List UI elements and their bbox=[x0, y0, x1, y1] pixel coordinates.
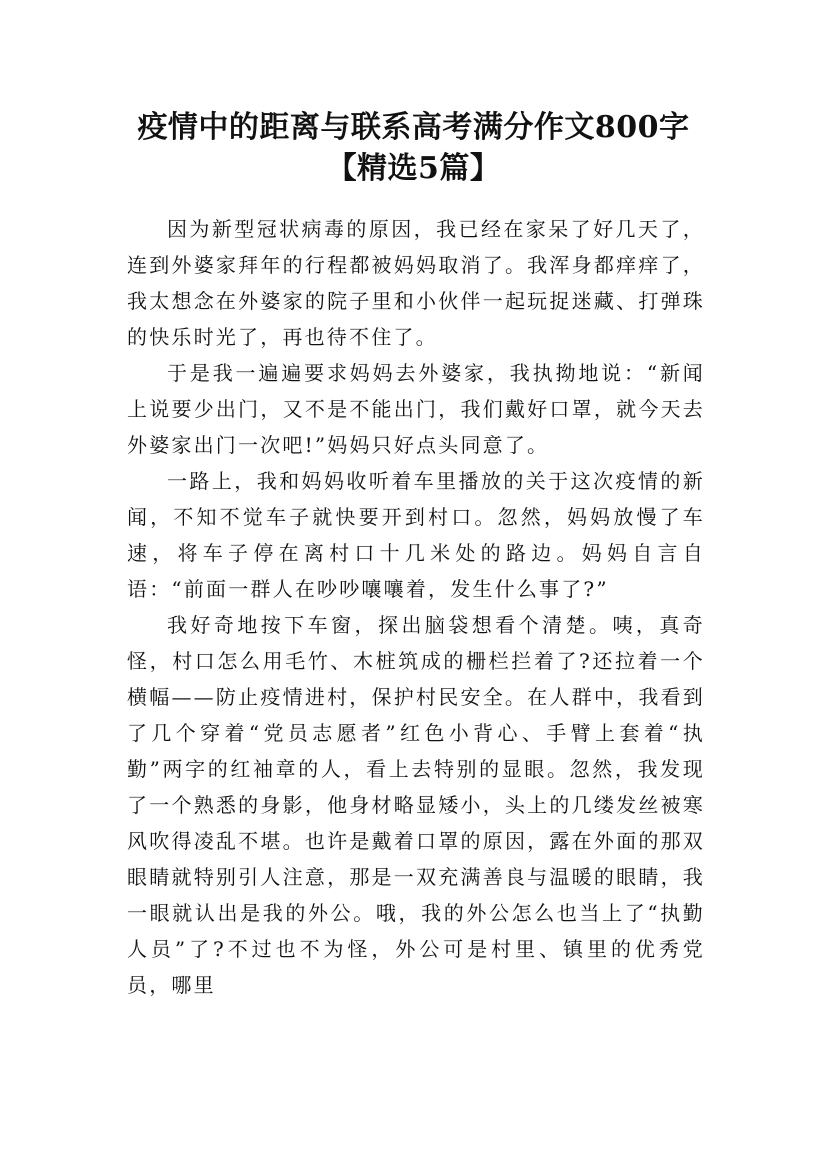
document-title-line-2: 【精选5篇】 bbox=[326, 151, 501, 186]
paragraph: 我好奇地按下车窗，探出脑袋想看个清楚。咦，真奇怪，村口怎么用毛竹、木桩筑成的栅栏拦着了?还拉着一个横幅——防止疫情进村，保护村民安全。在人群中，我看到了几个穿着“党员志愿者”红色小背心、手臂上套着“执勤”两字的红袖章的人，看上去特别的显眼。忽然，我发现了一个熟悉的身影，他身材略显矮小，头上的几缕发丝被寒风吹得凌乱不堪。也许是戴着口罩的原因，露在外面的那双眼睛就特别引人注意，那是一双充满善良与温暖的眼睛，我一眼就认出是我的外公。哦，我的外公怎么也当上了“执勤人员”了?不过也不为怪，外公可是村里、镇里的优秀党员，哪里 bbox=[127, 613, 705, 997]
paragraph: 因为新型冠状病毒的原因，我已经在家呆了好几天了，连到外婆家拜年的行程都被妈妈取消了。我浑身都痒痒了，我太想念在外婆家的院子里和小伙伴一起玩捉迷藏、打弹珠的快乐时光了，再也待不住了。 bbox=[127, 217, 705, 349]
paragraph: 于是我一遍遍要求妈妈去外婆家，我执拗地说：“新闻上说要少出门，又不是不能出门，我们戴好口罩，就今天去外婆家出门一次吧!”妈妈只好点头同意了。 bbox=[127, 361, 705, 457]
paragraph: 一路上，我和妈妈收听着车里播放的关于这次疫情的新闻，不知不觉车子就快要开到村口。忽然，妈妈放慢了车速，将车子停在离村口十几米处的路边。妈妈自言自语：“前面一群人在吵吵嚷嚷着，发生什么事了?” bbox=[127, 469, 705, 601]
document-title-line-1: 疫情中的距离与联系高考满分作文800字 bbox=[137, 110, 690, 145]
document-body bbox=[127, 211, 705, 1003]
